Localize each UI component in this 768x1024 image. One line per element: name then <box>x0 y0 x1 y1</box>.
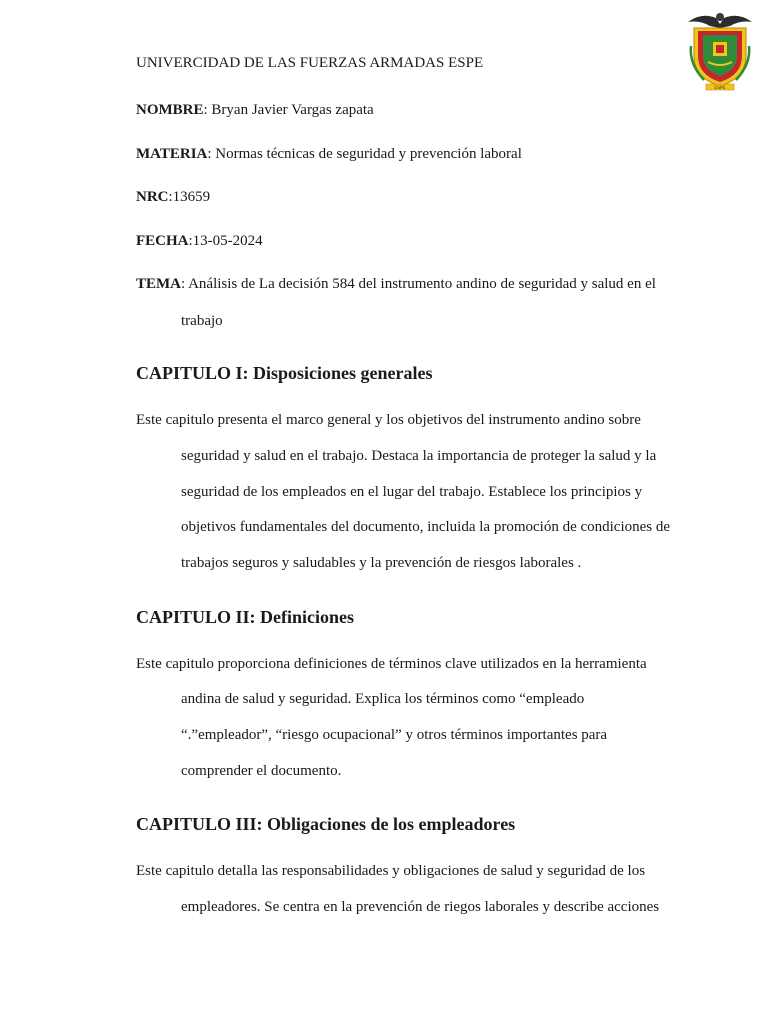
paragraph-line: Este capitulo presenta el marco general y los objetivos del instrumento andino sobre <box>136 412 641 428</box>
paragraph-line: seguridad y salud en el trabajo. Destaca la importancia de proteger la salud y la <box>181 448 657 464</box>
paragraph-line: Este capitulo proporciona definiciones de términos clave utilizados en la herramienta <box>136 656 647 672</box>
fecha-label: FECHA <box>136 233 189 249</box>
tema-value-line2: trabajo <box>181 313 223 329</box>
paragraph-line: andina de salud y seguridad. Explica los términos como “empleado <box>181 691 585 707</box>
paragraph-line: “.”empleador”, “riesgo ocupacional” y otros términos importantes para <box>181 727 608 743</box>
materia-value: : Normas técnicas de seguridad y prevención laboral <box>207 146 522 162</box>
field-fecha <box>136 232 263 250</box>
nrc-value: :13659 <box>168 189 211 205</box>
field-materia <box>136 145 522 163</box>
field-nombre <box>136 101 374 119</box>
section-heading: CAPITULO III: Obligaciones de los empleadores <box>136 814 516 834</box>
paragraph-line: comprender el documento. <box>181 763 342 779</box>
section-heading: CAPITULO I: Disposiciones generales <box>136 363 433 383</box>
paragraph-line: empleadores. Se centra en la prevención de riegos laborales y describe acciones <box>181 899 660 915</box>
nombre-label: NOMBRE <box>136 102 204 118</box>
materia-label: MATERIA <box>136 146 208 162</box>
field-tema <box>136 275 656 293</box>
field-nrc <box>136 188 210 206</box>
tema-label: TEMA <box>136 276 181 292</box>
university-crest-logo <box>686 6 754 94</box>
section-heading: CAPITULO II: Definiciones <box>136 607 355 627</box>
tema-value-line1: : Análisis de La decisión 584 del instrumento andino de seguridad y salud en el <box>181 276 656 292</box>
university-name: UNIVERCIDAD DE LAS FUERZAS ARMADAS ESPE <box>136 55 484 71</box>
paragraph-line: Este capitulo detalla las responsabilidades y obligaciones de salud y seguridad de los <box>136 863 646 879</box>
fecha-value: :13-05-2024 <box>188 233 263 249</box>
nombre-value: : Bryan Javier Vargas zapata <box>203 102 374 118</box>
paragraph-line: seguridad de los empleados en el lugar del trabajo. Establece los principios y <box>181 484 643 500</box>
nrc-label: NRC <box>136 189 169 205</box>
paragraph-line: trabajos seguros y saludables y la prevención de riesgos laborales . <box>181 555 582 571</box>
paragraph-line: objetivos fundamentales del documento, incluida la promoción de condiciones de <box>181 519 671 535</box>
crest-caption: ESPE <box>714 86 726 91</box>
